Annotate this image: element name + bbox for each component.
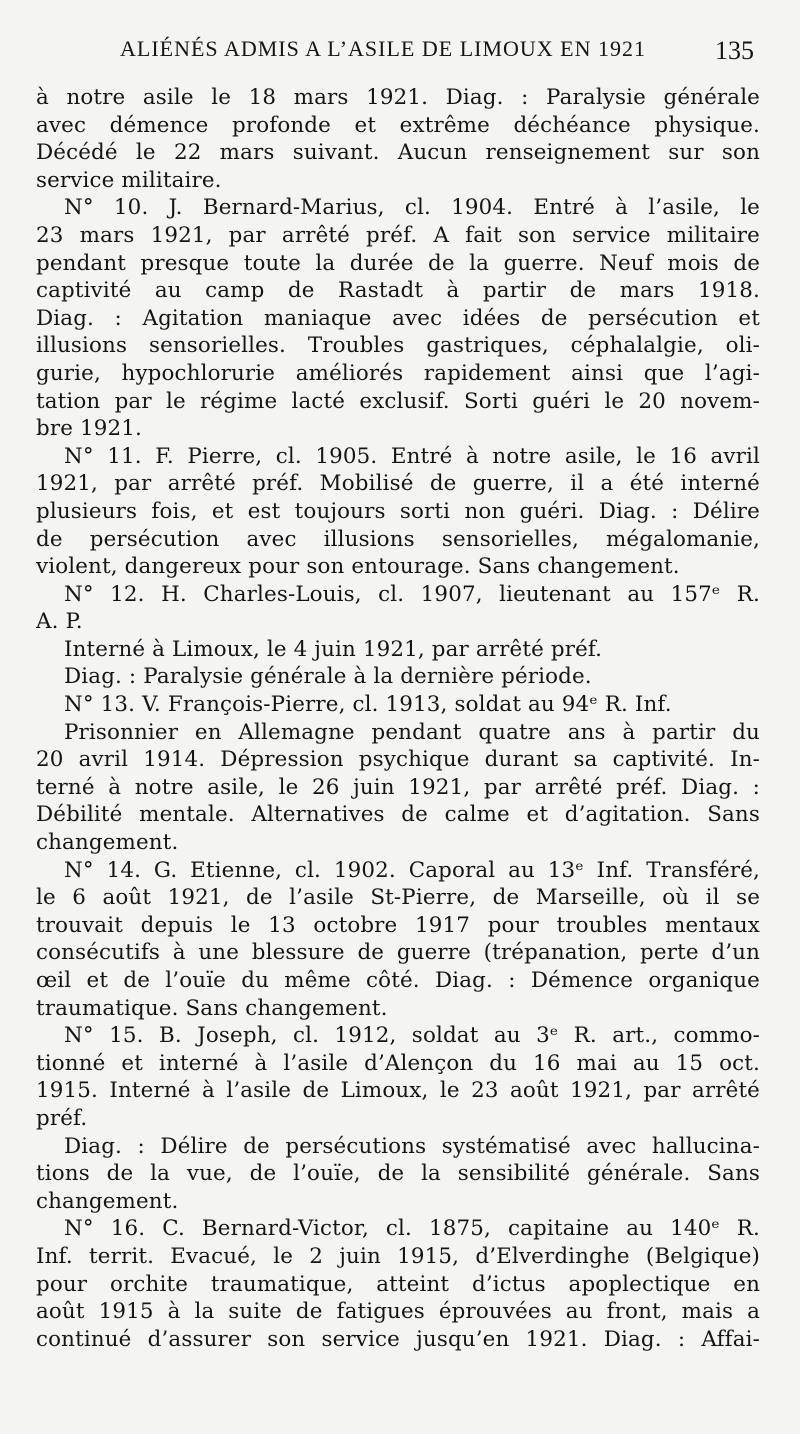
text-line: changement. bbox=[36, 1188, 179, 1214]
text-line: changement. bbox=[36, 830, 179, 856]
text-line: août 1915 à la suite de fatigues éprouvées au front, mais a bbox=[36, 1299, 760, 1325]
text-line: pour orchite traumatique, atteint d’ictus apoplectique en bbox=[36, 1271, 760, 1297]
text-line: de persécution avec illusions sensorielles, mégalomanie, bbox=[36, 526, 760, 552]
text-line: continué d’assurer son service jusqu’en 1921. Diag. : Affai- bbox=[36, 1326, 760, 1352]
text-line: bre 1921. bbox=[36, 416, 142, 442]
text-line: gurie, hypochlorurie améliorés rapidement ainsi que l’agi- bbox=[36, 360, 760, 386]
text-line: Diag. : Paralysie générale à la dernière période. bbox=[64, 664, 592, 690]
running-title: ALIÉNÉS ADMIS A L’ASILE DE LIMOUX EN 1921 bbox=[120, 36, 647, 61]
text-line: Décédé le 22 mars suivant. Aucun renseignement sur son bbox=[36, 140, 760, 166]
text-line: tions de la vue, de l’ouïe, de la sensibilité générale. Sans bbox=[36, 1161, 760, 1187]
text-line: Prisonnier en Allemagne pendant quatre ans à partir du bbox=[64, 719, 760, 745]
text-line: Débilité mentale. Alternatives de calme et d’agitation. Sans bbox=[36, 802, 760, 828]
page-number: 135 bbox=[715, 36, 754, 65]
running-header bbox=[120, 36, 754, 84]
text-line: 1921, par arrêté préf. Mobilisé de guerre, il a été interné bbox=[36, 471, 760, 497]
text-line: tionné et interné à l’asile d’Alençon du 16 mai au 15 oct. bbox=[36, 1050, 760, 1076]
text-line: à notre asile le 18 mars 1921. Diag. : Paralysie générale bbox=[36, 85, 760, 110]
text-line: service militaire. bbox=[36, 167, 222, 193]
text-line: N° 12. H. Charles-Louis, cl. 1907, lieutenant au 157ᵉ R. bbox=[64, 581, 760, 607]
text-line: N° 10. J. Bernard-Marius, cl. 1904. Entré à l’asile, le bbox=[64, 195, 760, 221]
text-line: pendant presque toute la durée de la guerre. Neuf mois de bbox=[36, 250, 760, 276]
text-line: le 6 août 1921, de l’asile St-Pierre, de Marseille, où il se bbox=[36, 885, 760, 911]
text-line: A. P. bbox=[36, 609, 83, 635]
text-line: préf. bbox=[36, 1105, 88, 1131]
text-line: captivité au camp de Rastadt à partir de mars 1918. bbox=[36, 278, 760, 304]
text-line: Inf. territ. Evacué, le 2 juin 1915, d’Elverdinghe (Belgique) bbox=[36, 1243, 760, 1269]
text-line: Interné à Limoux, le 4 juin 1921, par arrêté préf. bbox=[64, 636, 603, 662]
text-line: Diag. : Délire de persécutions systématisé avec hallucina- bbox=[64, 1133, 760, 1159]
text-line: violent, dangereux pour son entourage. Sans changement. bbox=[36, 554, 680, 580]
text-line: terné à notre asile, le 26 juin 1921, par arrêté préf. Diag. : bbox=[36, 774, 760, 800]
text-line: traumatique. Sans changement. bbox=[36, 995, 388, 1021]
text-line: N° 16. C. Bernard-Victor, cl. 1875, capitaine au 140ᵉ R. bbox=[64, 1216, 760, 1242]
text-line: N° 13. V. François-Pierre, cl. 1913, soldat au 94ᵉ R. Inf. bbox=[64, 692, 672, 718]
text-line: tation par le régime lacté exclusif. Sorti guéri le 20 novem- bbox=[36, 388, 760, 414]
text-line: N° 14. G. Etienne, cl. 1902. Caporal au 13ᵉ Inf. Transféré, bbox=[64, 857, 760, 883]
body-text bbox=[36, 84, 760, 1353]
text-line: 1915. Interné à l’asile de Limoux, le 23 août 1921, par arrêté bbox=[36, 1078, 760, 1104]
text-line: 20 avril 1914. Dépression psychique durant sa captivité. In- bbox=[36, 747, 760, 773]
text-line: plusieurs fois, et est toujours sorti non guéri. Diag. : Délire bbox=[36, 498, 760, 524]
text-line: trouvait depuis le 13 octobre 1917 pour troubles mentaux bbox=[36, 912, 760, 938]
text-line: N° 11. F. Pierre, cl. 1905. Entré à notre asile, le 16 avril bbox=[64, 443, 760, 469]
text-line: consécutifs à une blessure de guerre (trépanation, perte d’un bbox=[36, 940, 760, 966]
text-line: 23 mars 1921, par arrêté préf. A fait son service militaire bbox=[36, 222, 760, 248]
text-line: N° 15. B. Joseph, cl. 1912, soldat au 3ᵉ R. art., commo- bbox=[64, 1023, 760, 1049]
text-line: illusions sensorielles. Troubles gastriques, céphalalgie, oli- bbox=[36, 333, 760, 359]
text-line: avec démence profonde et extrême déchéance physique. bbox=[36, 112, 760, 138]
text-line: œil et de l’ouïe du même côté. Diag. : Démence organique bbox=[36, 968, 760, 993]
text-line: Diag. : Agitation maniaque avec idées de persécution et bbox=[36, 305, 760, 331]
